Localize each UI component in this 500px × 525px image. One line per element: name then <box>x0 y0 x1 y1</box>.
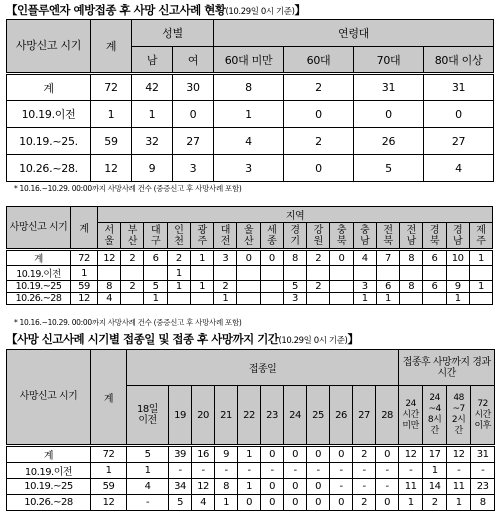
table-cell: 12 <box>98 250 121 266</box>
table-cell: - <box>376 463 399 479</box>
table-cell: 1 <box>167 281 190 293</box>
table-cell: 59 <box>91 479 127 495</box>
table-cell <box>121 293 144 305</box>
table-cell: 9 <box>132 155 173 182</box>
table-row <box>7 446 495 463</box>
total-header: 계 <box>91 20 132 74</box>
table-cell: 5 <box>144 281 167 293</box>
table-cell <box>307 266 330 281</box>
table-cell: 0 <box>284 155 354 182</box>
section1-subtitle: (10.29일 0시 기준) <box>225 7 295 17</box>
table-cell: 0 <box>284 101 354 128</box>
sex-header: 성별 <box>132 20 214 47</box>
table-cell: 12 <box>399 446 423 463</box>
table-row <box>7 293 493 305</box>
table-cell: 12 <box>192 479 215 495</box>
period-header: 사망신고 시기 <box>7 20 91 74</box>
region-header-cell: 충북 <box>330 223 353 250</box>
table-cell: 0 <box>261 479 284 495</box>
table-cell: 32 <box>132 128 173 155</box>
table-cell: 0 <box>424 101 494 128</box>
table-cell: 59 <box>91 128 132 155</box>
table-cell: 1 <box>376 293 399 305</box>
table-cell: - <box>169 463 192 479</box>
table-cell: 4 <box>424 155 494 182</box>
table-cell: 4 <box>127 479 169 495</box>
date-header-cell: 25 <box>307 386 330 446</box>
table-cell: 8 <box>215 479 238 495</box>
male-header: 남 <box>132 47 173 74</box>
region-header-cell: 대구 <box>144 223 167 250</box>
table-cell: 8 <box>214 74 284 101</box>
table-cell: 3 <box>173 155 214 182</box>
table-cell: 8 <box>471 495 495 511</box>
table-cell: 1 <box>190 250 213 266</box>
total-header: 계 <box>71 207 98 250</box>
table-cell: 4 <box>192 495 215 511</box>
table-cell: 0 <box>376 495 399 511</box>
table-cell: 2 <box>214 281 237 293</box>
table-row <box>7 495 495 511</box>
table-cell: 8 <box>400 281 423 293</box>
table-cell <box>260 293 283 305</box>
table-cell: 1 <box>446 293 469 305</box>
region-header: 지역 <box>98 207 493 223</box>
table-cell <box>167 293 190 305</box>
region-header-cell: 인천 <box>167 223 190 250</box>
table-cell <box>400 293 423 305</box>
row-label: 10.26.~28. <box>7 155 91 182</box>
date-header-cell: 26 <box>330 386 353 446</box>
table-row <box>7 479 495 495</box>
table-cell: - <box>353 479 376 495</box>
table-cell: - <box>376 479 399 495</box>
elapsed-header-cell: 24~48시간 <box>423 386 447 446</box>
date-header-cell: 27 <box>353 386 376 446</box>
table-cell: - <box>127 495 169 511</box>
table-cell <box>330 293 353 305</box>
table-cell: 1 <box>132 101 173 128</box>
total-header: 계 <box>91 350 127 446</box>
age-group-header: 60대 미만 <box>214 47 284 74</box>
table-cell <box>400 266 423 281</box>
section3-subtitle: (10.29일 0시 기준) <box>278 336 348 346</box>
region-header-cell: 충남 <box>353 223 376 250</box>
elapsed-header-cell: 24시간미만 <box>399 386 423 446</box>
date-header-cell: 20 <box>192 386 215 446</box>
row-label: 10.19.~25 <box>7 479 91 495</box>
table-cell <box>237 266 260 281</box>
row-label: 계 <box>7 74 91 101</box>
period-header: 사망신고 시기 <box>7 350 91 446</box>
table-cell: 10 <box>446 250 469 266</box>
table-cell: 1 <box>423 463 447 479</box>
table-cell: 0 <box>307 446 330 463</box>
section1-title: 【인플루엔자 예방접종 후 사망 신고사례 현황(10.29일 0시 기준)】 <box>6 3 306 17</box>
row-label: 10.19.~25 <box>7 281 71 293</box>
table-cell: 0 <box>307 495 330 511</box>
table-cell: 8 <box>283 250 306 266</box>
table-cell: 6 <box>423 250 446 266</box>
table-cell: 0 <box>354 101 424 128</box>
table-cell <box>121 266 144 281</box>
table-row <box>7 281 493 293</box>
table-row <box>7 74 494 101</box>
table-cell: 0 <box>260 250 283 266</box>
row-label: 계 <box>7 250 71 266</box>
table-cell: 72 <box>91 74 132 101</box>
table-cell: 16 <box>192 446 215 463</box>
table-row <box>7 463 495 479</box>
table-cell: 4 <box>98 293 121 305</box>
table-cell: 2 <box>423 495 447 511</box>
table-cell: 2 <box>284 74 354 101</box>
table-cell <box>190 266 213 281</box>
table-cell: 1 <box>91 101 132 128</box>
table-cell: - <box>284 463 307 479</box>
table-cell: 11 <box>399 479 423 495</box>
table-cell: 0 <box>376 446 399 463</box>
table-cell: 1 <box>399 495 423 511</box>
table-cell: 11 <box>447 479 471 495</box>
row-label: 10.26.~28 <box>7 293 71 305</box>
table-cell: 3 <box>353 281 376 293</box>
table-cell: 1 <box>353 293 376 305</box>
table-cell: 1 <box>127 463 169 479</box>
table-cell: 1 <box>167 266 190 281</box>
region-header-cell: 광주 <box>190 223 213 250</box>
region-table <box>6 206 493 305</box>
table-cell: - <box>447 463 471 479</box>
table-cell <box>283 266 306 281</box>
sex-age-table <box>6 19 494 182</box>
table-cell: 2 <box>353 446 376 463</box>
table-cell <box>237 281 260 293</box>
table-cell: 1 <box>447 495 471 511</box>
table-cell: 1 <box>71 266 98 281</box>
table-cell: - <box>330 479 353 495</box>
table-cell: 31 <box>471 446 495 463</box>
table-cell: 30 <box>173 74 214 101</box>
table-cell: - <box>307 463 330 479</box>
date-header-cell: 23 <box>261 386 284 446</box>
region-header-cell: 전남 <box>400 223 423 250</box>
table-cell: 0 <box>238 495 261 511</box>
table-cell: 27 <box>424 128 494 155</box>
table-cell: 0 <box>330 495 353 511</box>
table-cell: 0 <box>330 250 353 266</box>
table-cell: 6 <box>376 281 399 293</box>
table-cell: - <box>238 463 261 479</box>
vacc-date-header: 접종일 <box>127 350 399 386</box>
table-cell <box>260 281 283 293</box>
table-cell: 31 <box>354 74 424 101</box>
female-header: 여 <box>173 47 214 74</box>
date-header-cell: 18일 이전 <box>127 386 169 446</box>
row-label: 10.19.~25. <box>7 128 91 155</box>
region-header-cell: 울산 <box>237 223 260 250</box>
table-cell: 6 <box>144 250 167 266</box>
table-cell: 0 <box>237 250 260 266</box>
table-cell: 26 <box>354 128 424 155</box>
age-group-header: 70대 <box>354 47 424 74</box>
table-cell: 2 <box>121 250 144 266</box>
table-cell <box>423 266 446 281</box>
region-header-cell: 경북 <box>423 223 446 250</box>
table-cell: 72 <box>71 250 98 266</box>
region-header-cell: 강원 <box>307 223 330 250</box>
table-cell: 4 <box>214 128 284 155</box>
table-cell: 8 <box>98 281 121 293</box>
date-header-cell: 19 <box>169 386 192 446</box>
table-row <box>7 266 493 281</box>
region-header-cell: 제주 <box>469 223 492 250</box>
row-label: 10.19.이전 <box>7 463 91 479</box>
table-cell <box>98 266 121 281</box>
table-cell <box>214 266 237 281</box>
age-group-header: 60대 <box>284 47 354 74</box>
region-header-cell: 부산 <box>121 223 144 250</box>
table-cell <box>469 293 492 305</box>
section1-note: * 10.16.~10.29. 00:00까지 사망사례 건수 (중증신고 후 사망사례 포함) <box>14 184 242 193</box>
date-header-cell: 22 <box>238 386 261 446</box>
table-cell: 72 <box>91 446 127 463</box>
table-cell <box>307 293 330 305</box>
table-cell: 23 <box>471 479 495 495</box>
table-cell: 14 <box>423 479 447 495</box>
table-cell: - <box>399 463 423 479</box>
table-cell: 5 <box>283 281 306 293</box>
table-cell <box>330 281 353 293</box>
date-header-cell: 28 <box>376 386 399 446</box>
table-cell: 1 <box>215 495 238 511</box>
table-cell: - <box>215 463 238 479</box>
date-header-cell: 24 <box>284 386 307 446</box>
region-header-cell: 경남 <box>446 223 469 250</box>
table-cell: 2 <box>307 281 330 293</box>
table-cell: 12 <box>447 446 471 463</box>
table-cell: - <box>471 463 495 479</box>
vaccination-date-table <box>6 349 495 511</box>
table-cell: 8 <box>400 250 423 266</box>
table-cell: 9 <box>215 446 238 463</box>
elapsed-header: 접종후 사망까지 경과 시간 <box>399 350 495 386</box>
table-cell: 1 <box>238 446 261 463</box>
table-cell: 9 <box>446 281 469 293</box>
table-cell <box>376 266 399 281</box>
date-header-cell: 21 <box>215 386 238 446</box>
table-cell <box>190 293 213 305</box>
table-cell: 34 <box>169 479 192 495</box>
region-header-cell: 서울 <box>98 223 121 250</box>
table-cell: 5 <box>127 446 169 463</box>
table-cell: 12 <box>91 155 132 182</box>
table-cell: 0 <box>261 446 284 463</box>
region-header-cell: 경기 <box>283 223 306 250</box>
table-cell: 4 <box>353 250 376 266</box>
table-cell: 5 <box>169 495 192 511</box>
age-header: 연령대 <box>214 20 494 47</box>
table-cell: 2 <box>353 495 376 511</box>
table-cell: 1 <box>190 281 213 293</box>
table-cell: 27 <box>173 128 214 155</box>
table-cell: 2 <box>121 281 144 293</box>
table-cell: 0 <box>284 495 307 511</box>
row-label: 10.19.이전 <box>7 101 91 128</box>
age-group-header: 80대 이상 <box>424 47 494 74</box>
table-cell: - <box>192 463 215 479</box>
table-row <box>7 128 494 155</box>
table-cell: 42 <box>132 74 173 101</box>
period-header: 사망신고 시기 <box>7 207 71 250</box>
table-cell: 2 <box>307 250 330 266</box>
table-cell <box>237 293 260 305</box>
region-header-cell: 세종 <box>260 223 283 250</box>
table-cell: 0 <box>330 446 353 463</box>
table-cell: 2 <box>284 128 354 155</box>
table-cell <box>260 266 283 281</box>
table-cell: 59 <box>71 281 98 293</box>
table-cell: 6 <box>423 281 446 293</box>
table-cell: - <box>353 463 376 479</box>
table-row <box>7 101 494 128</box>
section3-title: 【사망 신고사례 시기별 접종일 및 접종 후 사망까지 기간(10.29일 0시 기준)】 <box>6 332 359 346</box>
elapsed-header-cell: 48~72시간 <box>447 386 471 446</box>
elapsed-header-cell: 72시간이후 <box>471 386 495 446</box>
table-cell: 12 <box>71 293 98 305</box>
table-cell: 1 <box>91 463 127 479</box>
table-cell: 0 <box>284 479 307 495</box>
table-cell <box>446 266 469 281</box>
table-cell: 1 <box>214 101 284 128</box>
table-cell: 1 <box>469 281 492 293</box>
table-cell: 7 <box>376 250 399 266</box>
table-cell: 3 <box>214 250 237 266</box>
table-cell: - <box>330 463 353 479</box>
row-label: 계 <box>7 446 91 463</box>
section2-note: * 10.16.~10.29. 00:00까지 사망사례 건수 (중증신고 후 사망사례 포함) <box>14 318 242 327</box>
table-cell: 5 <box>354 155 424 182</box>
table-cell: 0 <box>307 479 330 495</box>
table-cell: 2 <box>167 250 190 266</box>
table-cell <box>469 266 492 281</box>
region-header-cell: 전북 <box>376 223 399 250</box>
table-cell: 0 <box>173 101 214 128</box>
table-cell: 12 <box>91 495 127 511</box>
table-cell: 1 <box>144 293 167 305</box>
row-label: 10.19.이전 <box>7 266 71 281</box>
table-cell <box>330 266 353 281</box>
table-cell <box>423 293 446 305</box>
table-cell: 31 <box>424 74 494 101</box>
table-cell: 17 <box>423 446 447 463</box>
table-cell: 39 <box>169 446 192 463</box>
row-label: 10.26.~28 <box>7 495 91 511</box>
table-cell: 0 <box>261 495 284 511</box>
table-cell: 3 <box>214 155 284 182</box>
table-cell: 1 <box>238 479 261 495</box>
table-row <box>7 155 494 182</box>
table-cell: 1 <box>469 250 492 266</box>
table-cell <box>353 266 376 281</box>
table-row <box>7 250 493 266</box>
table-cell <box>144 266 167 281</box>
table-cell: 1 <box>214 293 237 305</box>
table-cell: - <box>261 463 284 479</box>
region-header-cell: 대전 <box>214 223 237 250</box>
table-cell: 3 <box>283 293 306 305</box>
table-cell: 0 <box>284 446 307 463</box>
